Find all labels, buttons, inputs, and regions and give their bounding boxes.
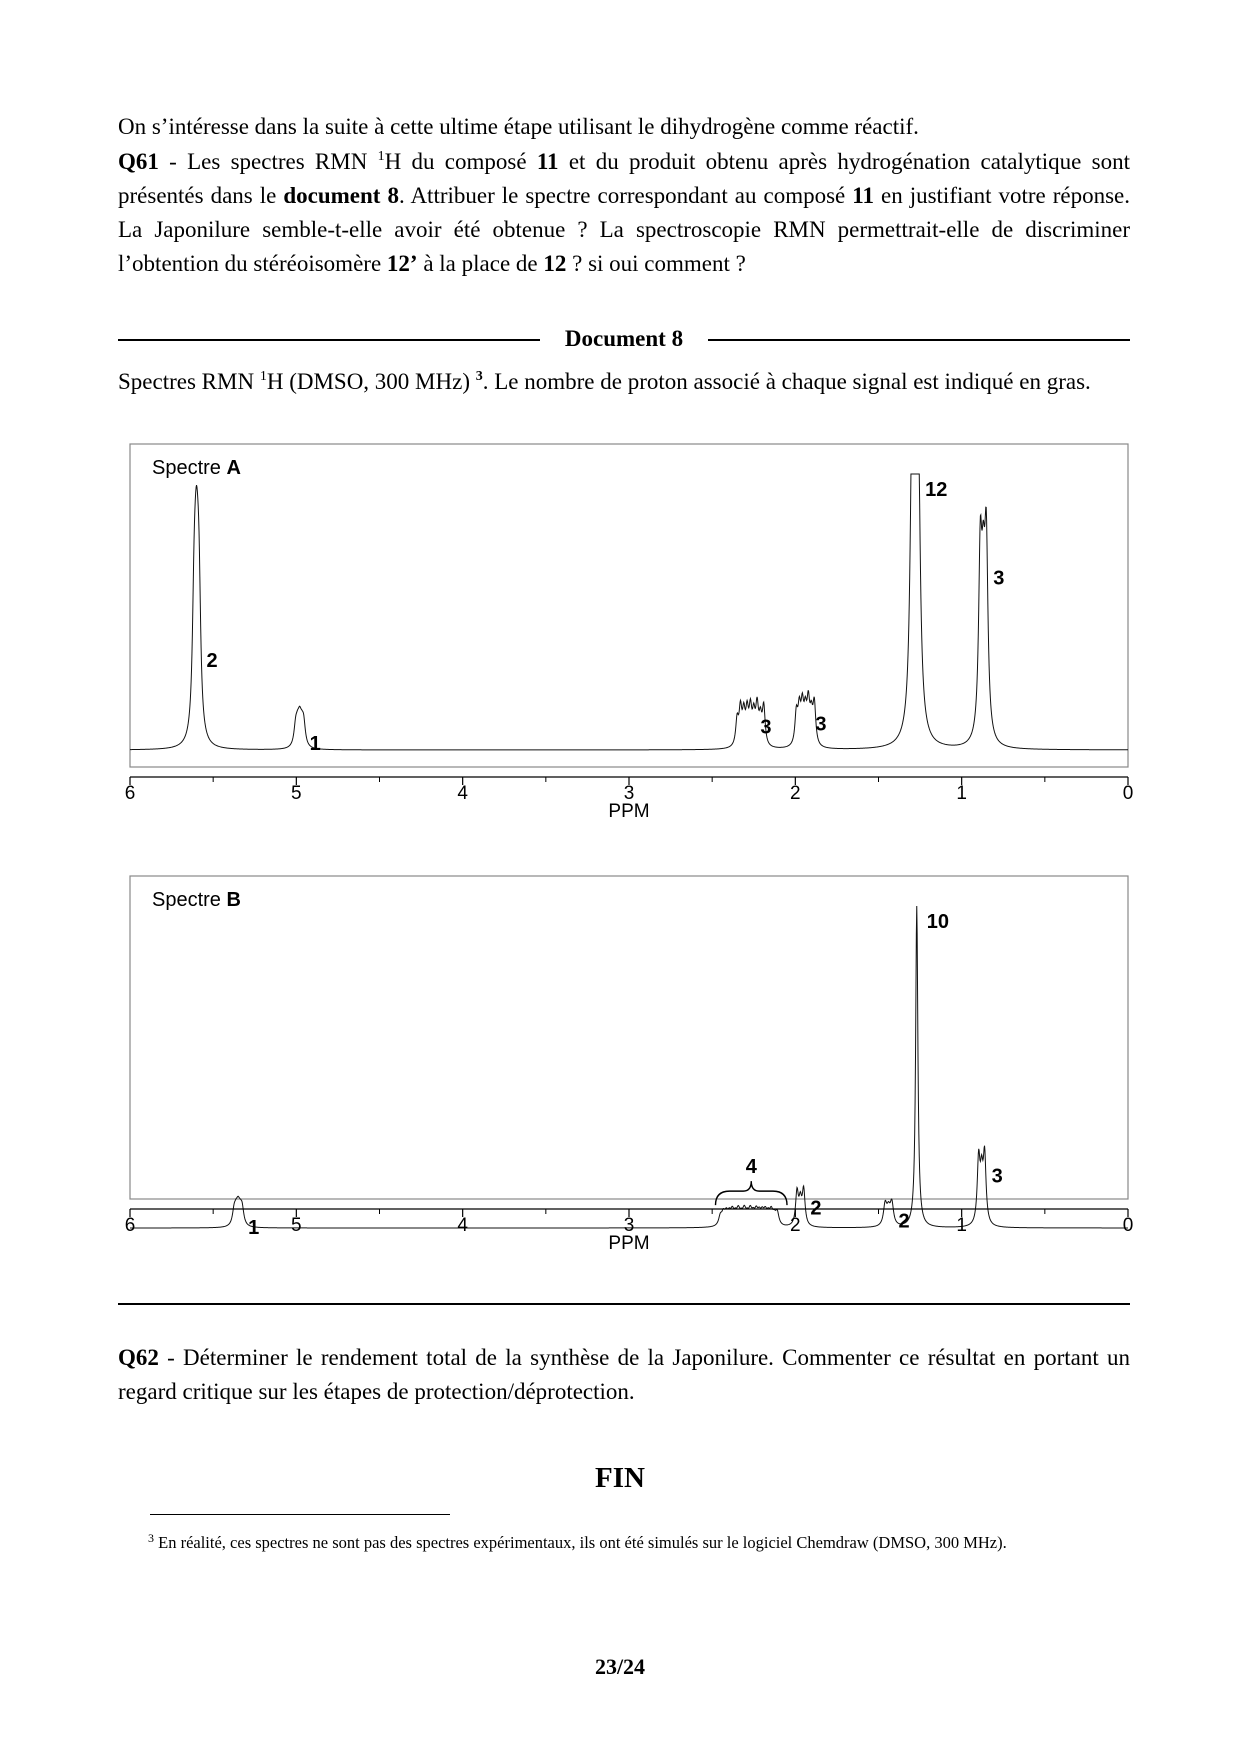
footnote — [148, 1532, 1148, 1554]
q61-text: et du produit obtenu après hydrogénation catalytique sont présentés dans le — [118, 149, 1130, 208]
document-bottom-rule — [118, 1303, 1130, 1305]
q61-bold: 12 — [543, 251, 567, 276]
q61-bold: 12’ — [386, 251, 418, 276]
document-title-text: Document 8 — [555, 326, 693, 351]
caption-sup: 1 — [259, 369, 267, 384]
x-tick-label: 2 — [790, 783, 801, 804]
peak-label: 2 — [898, 1210, 910, 1233]
q62-text: - Déterminer le rendement total de la synthèse de la Japonilure. Commenter ce résultat en portant un regard critique sur les étapes de protection/déprotection. — [118, 1345, 1130, 1404]
x-tick-label: 6 — [124, 783, 136, 804]
multiplet-bracket — [715, 1181, 787, 1205]
peak-label: 2 — [810, 1197, 822, 1220]
footnote-text: En réalité, ces spectres ne sont pas des spectres expérimentaux, ils ont été simulés sur le logiciel Chemdraw (DMSO, 300 MHz). — [154, 1533, 1007, 1552]
q61-bold: 11 — [536, 149, 559, 174]
caption-text: Spectres RMN — [118, 369, 260, 394]
x-tick-label: 5 — [291, 1215, 302, 1236]
x-axis-label: PPM — [608, 1233, 650, 1254]
q61-bold: document 8 — [283, 183, 399, 208]
q61-text: en justifiant votre réponse. La Japonilure semble-t-elle avoir été obtenue ? La spectroscopie RMN permettrait-elle de discriminer l’obtention du stéréoisomère — [118, 183, 1131, 276]
peak-label: 3 — [815, 713, 827, 736]
q61-text: . Attribuer le spectre correspondant au composé — [398, 183, 853, 208]
spectrum-title: Spectre B — [152, 889, 241, 911]
q61-text: ? si oui comment ? — [566, 251, 746, 276]
x-tick-label: 2 — [790, 1215, 801, 1236]
q61-label: Q61 — [118, 149, 159, 174]
peak-label: 2 — [206, 650, 218, 673]
x-tick-label: 6 — [124, 1215, 136, 1236]
x-tick-label: 3 — [623, 1215, 635, 1236]
x-tick-label: 4 — [457, 783, 468, 804]
spectrum-trace — [130, 906, 1128, 1228]
spectrum-trace — [130, 474, 1128, 750]
q61-sup: 1 — [377, 149, 385, 164]
peak-label: 10 — [926, 911, 950, 933]
x-tick-label: 3 — [623, 783, 635, 804]
x-tick-label: 1 — [956, 783, 967, 804]
document-header — [118, 322, 1130, 356]
document-caption — [118, 365, 1130, 399]
nmr-spectrum-b — [0, 862, 1240, 1292]
page-number: 23/24 — [594, 1654, 646, 1679]
peak-label: 3 — [993, 567, 1005, 590]
x-tick-label: 4 — [457, 1215, 468, 1236]
end-marker: FIN — [595, 1462, 645, 1494]
x-axis-label: PPM — [608, 801, 650, 822]
peak-label: 4 — [745, 1156, 757, 1179]
peak-label: 3 — [991, 1165, 1003, 1188]
question-q61 — [118, 145, 1130, 281]
x-tick-label: 0 — [1122, 783, 1134, 804]
x-tick-label: 0 — [1122, 1215, 1134, 1236]
caption-text: . Le nombre de proton associé à chaque signal est indiqué en gras. — [482, 369, 1091, 394]
nmr-spectrum-a — [0, 430, 1240, 860]
q61-text: à la place de — [417, 251, 544, 276]
spectrum-title: Spectre A — [152, 457, 241, 479]
footnote-number: 3 — [148, 1531, 154, 1545]
caption-footnote-ref: 3 — [475, 369, 483, 384]
q62-label: Q62 — [118, 1345, 159, 1370]
peak-label: 1 — [309, 732, 321, 755]
document-title — [118, 322, 1130, 356]
q61-text: - Les spectres RMN — [158, 149, 378, 174]
intro-paragraph: On s’intéresse dans la suite à cette ultime étape utilisant le dihydrogène comme réactif. — [118, 114, 919, 139]
peak-label: 3 — [760, 716, 772, 739]
caption-text: H (DMSO, 300 MHz) — [266, 369, 476, 394]
footnote-rule — [150, 1514, 450, 1515]
peak-label: 12 — [925, 479, 948, 501]
x-tick-label: 1 — [956, 1215, 967, 1236]
x-tick-label: 5 — [291, 783, 302, 804]
question-q62 — [118, 1341, 1130, 1409]
q61-text: H du composé — [384, 149, 537, 174]
q61-bold: 11 — [852, 183, 874, 208]
peak-label: 1 — [248, 1216, 260, 1239]
